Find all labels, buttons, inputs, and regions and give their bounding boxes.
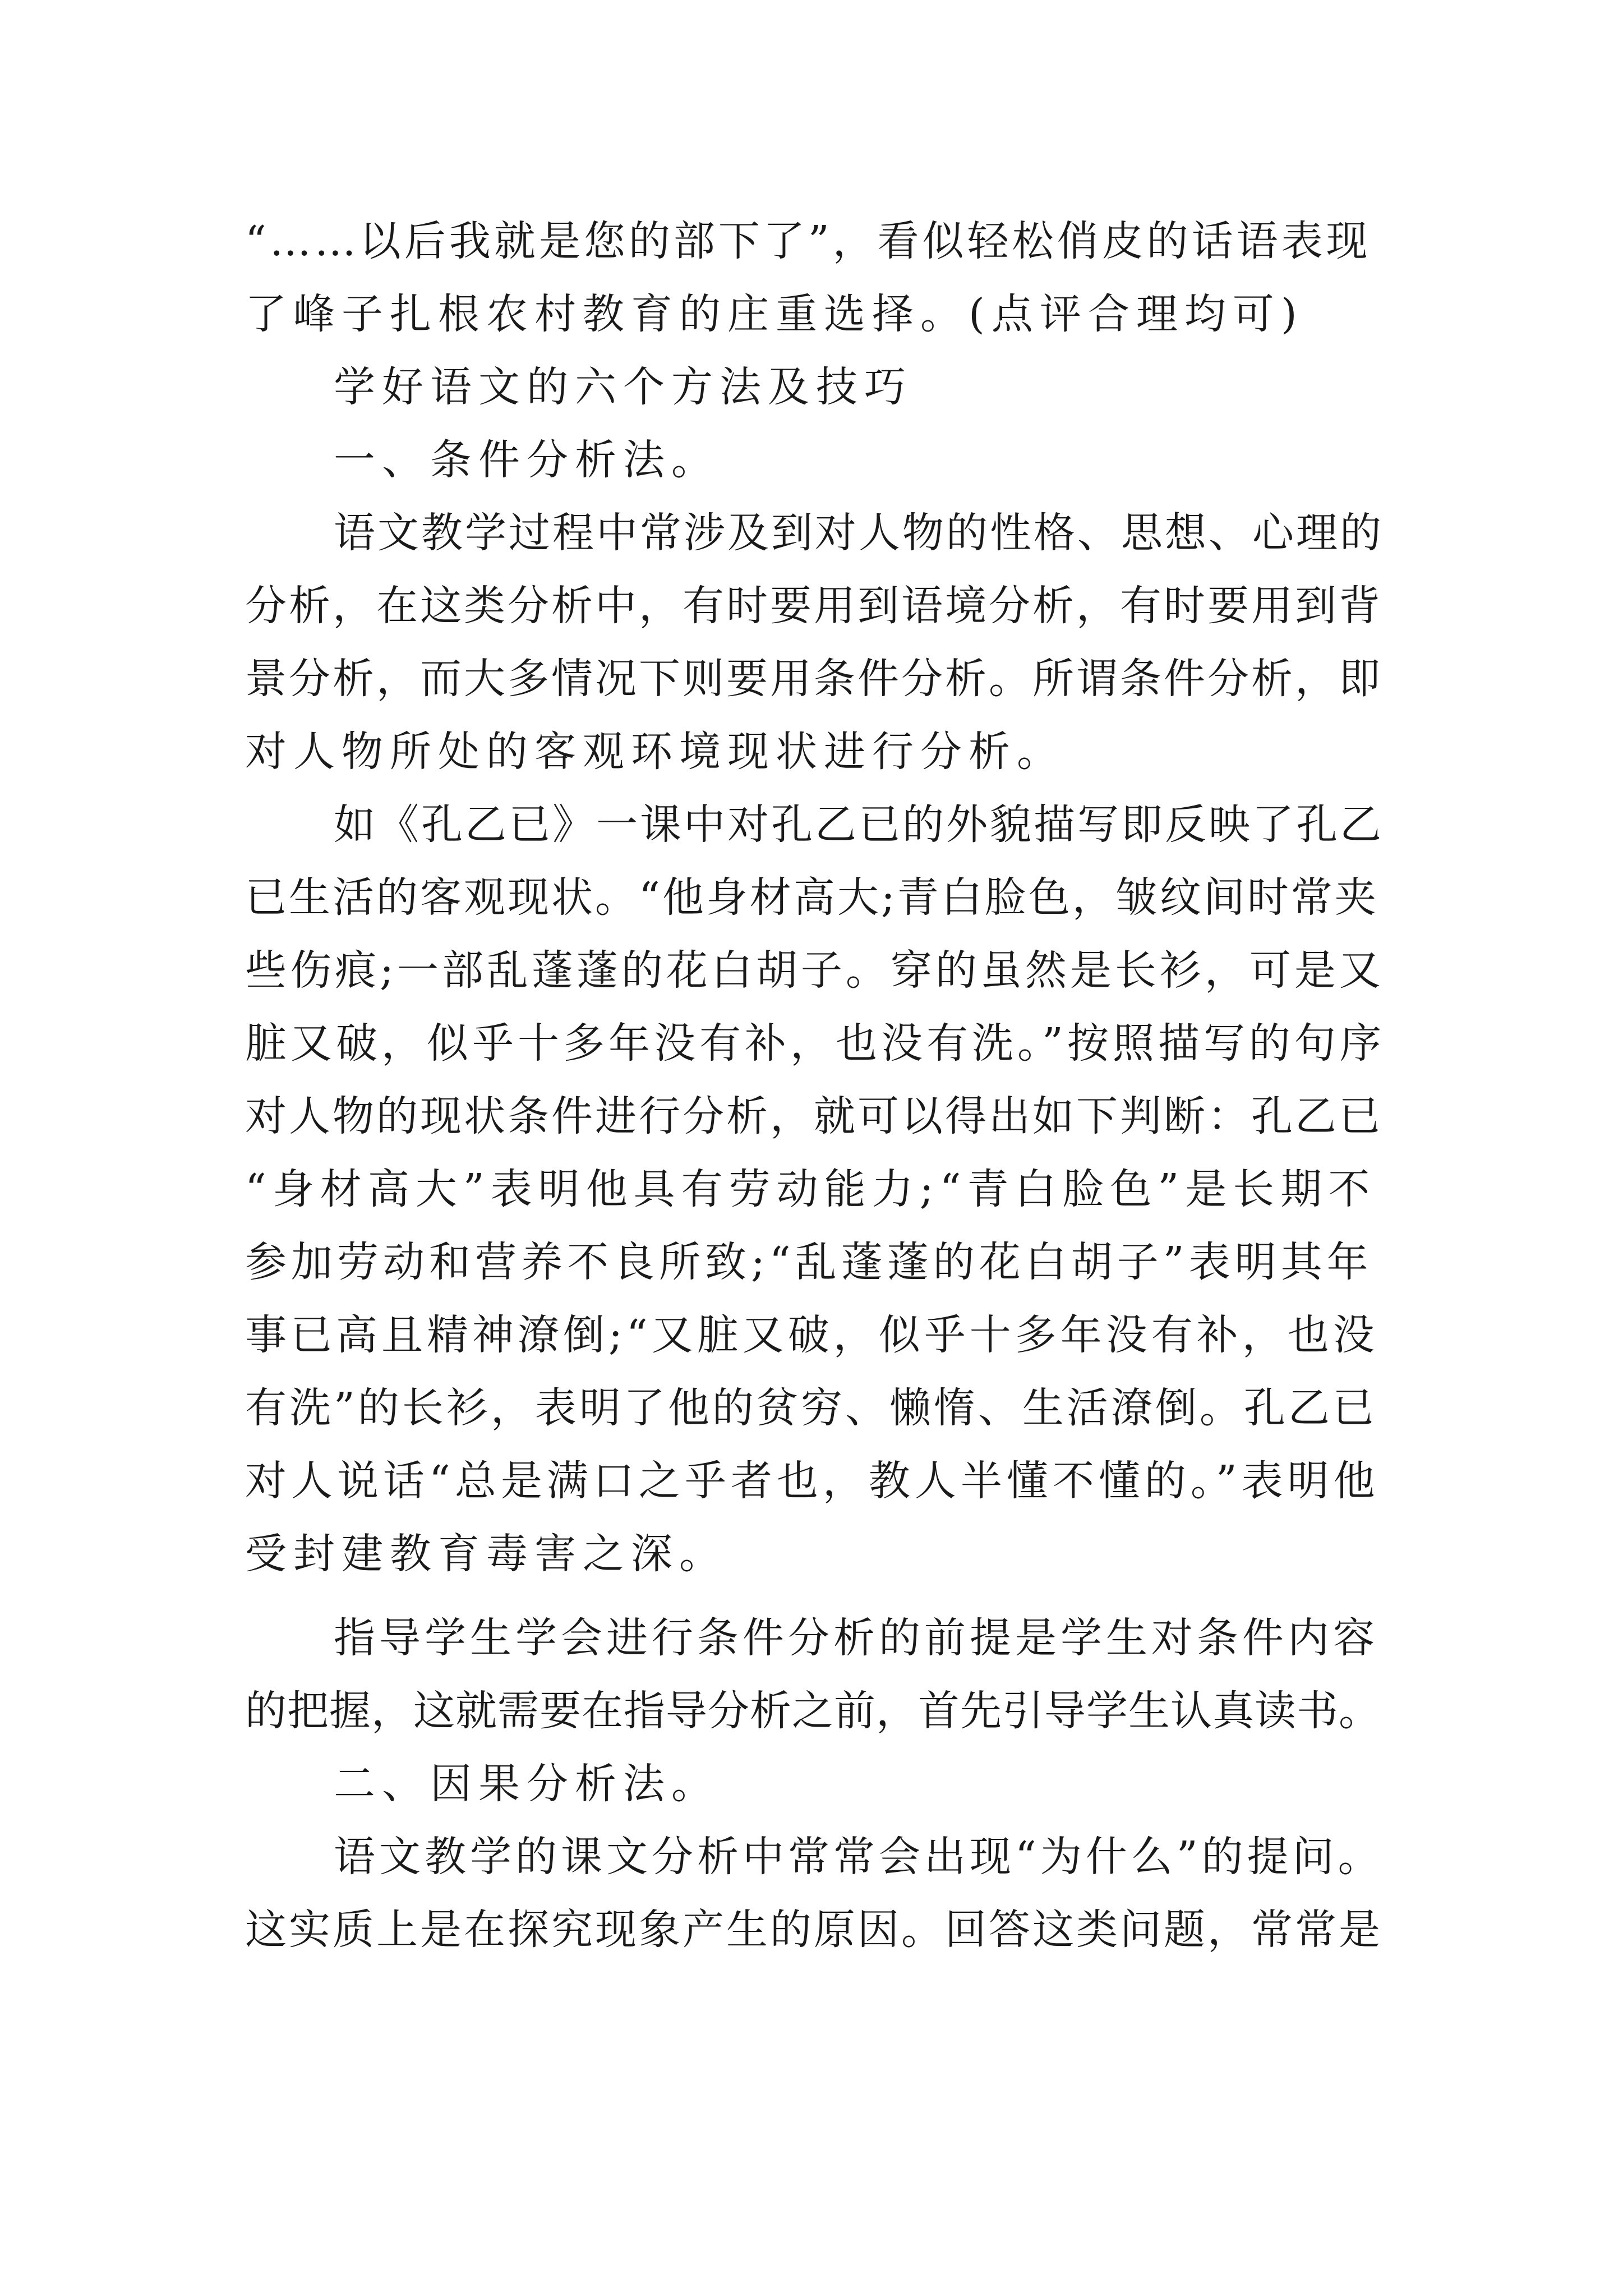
paragraph-line-11: 些伤痕;一部乱蓬蓬的花白胡子。穿的虽然是长衫，可是又 — [245, 946, 1384, 995]
paragraph-line-2: 了峰子扎根农村教育的庄重选择。(点评合理均可) — [245, 290, 1304, 338]
paragraph-line-17: 有洗”的长衫，表明了他的贫穷、懒惰、生活潦倒。孔乙已 — [245, 1384, 1377, 1432]
paragraph-line-9: 如《孔乙已》一课中对孔乙已的外貌描写即反映了孔乙 — [334, 800, 1384, 849]
paragraph-line-13: 对人物的现状条件进行分析，就可以得出如下判断：孔乙已 — [245, 1092, 1382, 1140]
paragraph-line-15: 参加劳动和营养不良所致;“乱蓬蓬的花白胡子”表明其年 — [245, 1238, 1373, 1286]
paragraph-line-10: 已生活的客观现状。“他身材高大;青白脸色，皱纹间时常夹 — [245, 873, 1378, 922]
paragraph-line-21: 的把握，这就需要在指导分析之前，首先引导学生认真读书。 — [245, 1687, 1381, 1735]
section-title: 学好语文的六个方法及技巧 — [334, 363, 912, 411]
paragraph-line-5: 语文教学过程中常涉及到对人物的性格、思想、心理的 — [334, 509, 1384, 557]
heading-cause-effect-analysis: 二、因果分析法。 — [334, 1760, 720, 1808]
paragraph-line-1: “……以后我就是您的部下了”，看似轻松俏皮的话语表现 — [245, 217, 1371, 265]
paragraph-line-8: 对人物所处的客观环境现状进行分析。 — [245, 728, 1065, 776]
paragraph-line-18: 对人说话“总是满口之乎者也，教人半懂不懂的。”表明他 — [245, 1457, 1380, 1505]
paragraph-line-12: 脏又破，似乎十多年没有补，也没有洗。”按照描写的句序 — [245, 1019, 1385, 1068]
paragraph-line-20: 指导学生学会进行条件分析的前提是学生对条件内容 — [334, 1614, 1378, 1662]
paragraph-line-19: 受封建教育毒害之深。 — [245, 1530, 727, 1578]
paragraph-line-14: “身材高大”表明他具有劳动能力;“青白脸色”是长期不 — [245, 1165, 1376, 1213]
paragraph-line-24: 这实质上是在探究现象产生的原因。回答这类问题，常常是 — [245, 1906, 1382, 1954]
heading-condition-analysis: 一、条件分析法。 — [334, 436, 720, 484]
paragraph-line-16: 事已高且精神潦倒;“又脏又破，似乎十多年没有补，也没 — [245, 1311, 1378, 1359]
paragraph-line-7: 景分析，而大多情况下则要用条件分析。所谓条件分析，即 — [245, 655, 1382, 703]
paragraph-line-6: 分析，在这类分析中，有时要用到语境分析，有时要用到背 — [245, 582, 1382, 630]
paragraph-line-23: 语文教学的课文分析中常常会出现“为什么”的提问。 — [334, 1833, 1384, 1881]
